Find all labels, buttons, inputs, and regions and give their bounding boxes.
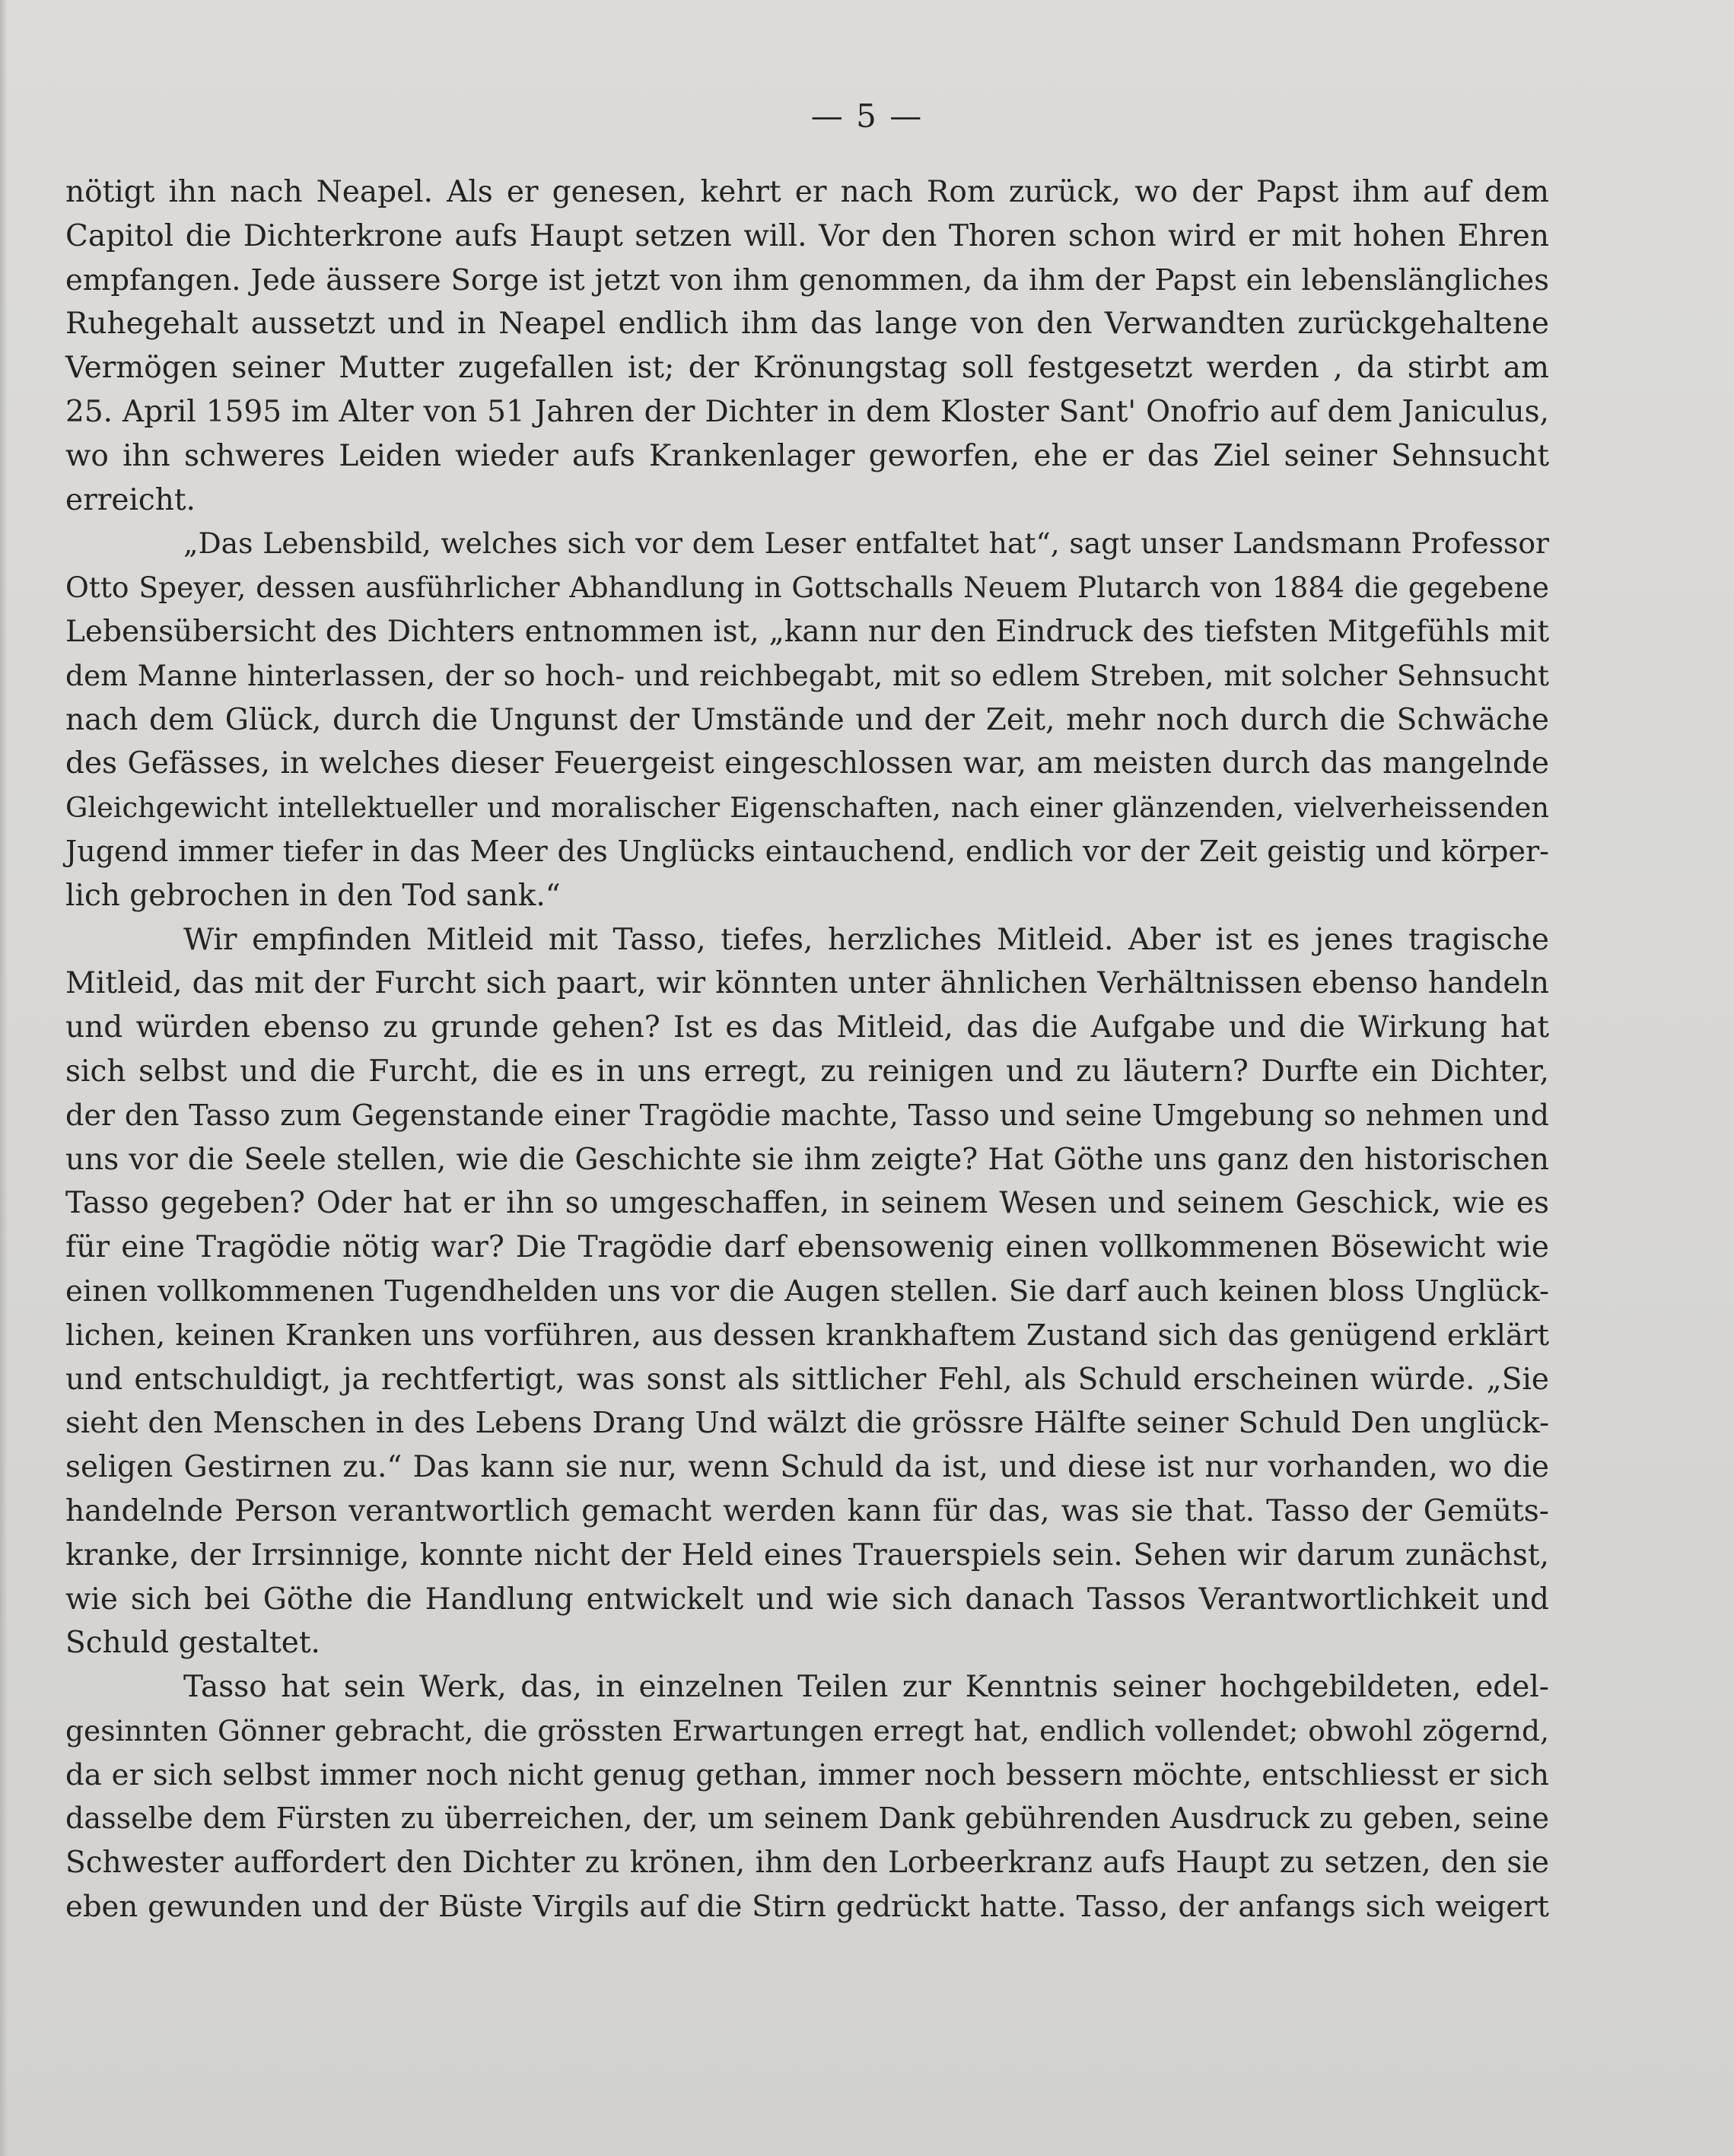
text-line: Schuld gestaltet. <box>65 1626 320 1661</box>
text-line: und entschuldigt, ja rechtfertigt, was sonst als sittlicher Fehl, als Schuld erscheinen würde. „Sie <box>65 1362 1549 1397</box>
text-line: empfangen. Jede äussere Sorge ist jetzt von ihm genommen, da ihm der Papst ein lebenslängliches <box>65 262 1549 297</box>
text-line: Wir empfinden Mitleid mit Tasso, tiefes, herzliches Mitleid. Aber ist es jenes tragische <box>183 922 1549 957</box>
text-line: da er sich selbst immer noch nicht genug gethan, immer noch bessern möchte, entschliesst er sich <box>65 1757 1549 1792</box>
text-line: einen vollkommenen Tugendhelden uns vor die Augen stellen. Sie darf auch keinen bloss Unglück- <box>65 1274 1549 1309</box>
text-line: sieht den Menschen in des Lebens Drang Und wälzt die grössre Hälfte seiner Schuld Den unglück- <box>65 1406 1549 1441</box>
text-line: erreicht. <box>65 482 196 517</box>
text-line: Tasso gegeben? Oder hat er ihn so umgeschaffen, in seinem Wesen und seinem Geschick, wie es <box>65 1186 1549 1221</box>
text-line: dasselbe dem Fürsten zu überreichen, der, um seinem Dank gebührenden Ausdruck zu geben, seine <box>65 1801 1549 1836</box>
text-line: 25. April 1595 im Alter von 51 Jahren der Dichter in dem Kloster Sant' Onofrio auf dem Janiculus, <box>65 394 1549 429</box>
text-line: und würden ebenso zu grunde gehen? Ist es das Mitleid, das die Aufgabe und die Wirkung hat <box>65 1010 1549 1045</box>
text-line: der den Tasso zum Gegenstande einer Tragödie machte, Tasso und seine Umgebung so nehmen und <box>65 1098 1549 1132</box>
text-line: nötigt ihn nach Neapel. Als er genesen, kehrt er nach Rom zurück, wo der Papst ihm auf dem <box>65 175 1549 209</box>
text-line: lich gebrochen in den Tod sank.“ <box>65 878 561 913</box>
body-text <box>65 170 1549 1929</box>
text-line: Vermögen seiner Mutter zugefallen ist; der Krönungstag soll festgesetzt werden , da stirbt am <box>65 351 1549 386</box>
text-line: eben gewunden und der Büste Virgils auf die Stirn gedrückt hatte. Tasso, der anfangs sich weigert <box>65 1890 1549 1925</box>
text-line: seligen Gestirnen zu.“ Das kann sie nur, wenn Schuld da ist, und diese ist nur vorhanden, wo die <box>65 1450 1549 1485</box>
text-line: Lebensübersicht des Dichters entnommen ist, „kann nur den Eindruck des tiefsten Mitgefühls mit <box>65 614 1549 649</box>
text-line: für eine Tragödie nötig war? Die Tragödie darf ebensowenig einen vollkommenen Bösewicht wie <box>65 1230 1549 1265</box>
text-line: kranke, der Irrsinnige, konnte nicht der Held eines Trauerspiels sein. Sehen wir darum zunächst, <box>65 1538 1549 1572</box>
text-line: uns vor die Seele stellen, wie die Geschichte sie ihm zeigte? Hat Göthe uns ganz den historischen <box>65 1142 1549 1177</box>
text-line: Schwester auffordert den Dichter zu krönen, ihm den Lorbeerkranz aufs Haupt zu setzen, den sie <box>65 1846 1549 1881</box>
text-line: dem Manne hinterlassen, der so hoch- und reichbegabt, mit so edlem Streben, mit solcher Sehnsucht <box>65 658 1549 692</box>
text-line: handelnde Person verantwortlich gemacht werden kann für das, was sie that. Tasso der Gemüts- <box>65 1493 1549 1528</box>
text-line: wo ihn schweres Leiden wieder aufs Krankenlager geworfen, ehe er das Ziel seiner Sehnsucht <box>65 438 1549 473</box>
text-line: Otto Speyer, dessen ausführlicher Abhandlung in Gottschalls Neuem Plutarch von 1884 die gegebene <box>65 571 1549 605</box>
text-line: nach dem Glück, durch die Ungunst der Umstände und der Zeit, mehr noch durch die Schwäche <box>65 702 1549 737</box>
text-line: „Das Lebensbild, welches sich vor dem Leser entfaltet hat“, sagt unser Landsmann Professor <box>183 526 1549 561</box>
text-line: des Gefässes, in welches dieser Feuergeist eingeschlossen war, am meisten durch das mangelnde <box>65 746 1549 781</box>
text-line: Ruhegehalt aussetzt und in Neapel endlich ihm das lange von den Verwandten zurückgehaltene <box>65 307 1549 342</box>
page-edge-shadow <box>0 0 8 2156</box>
page-number: — 5 — <box>810 97 924 135</box>
text-line: Jugend immer tiefer in das Meer des Unglücks eintauchend, endlich vor der Zeit geistig und körper- <box>65 834 1549 868</box>
text-line: wie sich bei Göthe die Handlung entwickelt und wie sich danach Tassos Verantwortlichkeit und <box>65 1582 1549 1617</box>
text-line: Tasso hat sein Werk, das, in einzelnen Teilen zur Kenntnis seiner hochgebildeten, edel- <box>183 1670 1549 1705</box>
text-line: Mitleid, das mit der Furcht sich paart, wir könnten unter ähnlichen Verhältnissen ebenso handeln <box>65 966 1549 1001</box>
text-line: lichen, keinen Kranken uns vorführen, aus dessen krankhaftem Zustand sich das genügend erklärt <box>65 1318 1549 1353</box>
text-line: sich selbst und die Furcht, die es in uns erregt, zu reinigen und zu läutern? Durfte ein Dichter, <box>65 1054 1549 1089</box>
text-line: gesinnten Gönner gebracht, die grössten Erwartungen erregt hat, endlich vollendet; obwohl zögernd, <box>65 1713 1549 1747</box>
text-line: Gleichgewicht intellektueller und moralischer Eigenschaften, nach einer glänzenden, vielverheissenden <box>65 791 1549 825</box>
text-line: Capitol die Dichterkrone aufs Haupt setzen will. Vor den Thoren schon wird er mit hohen Ehren <box>65 218 1549 253</box>
